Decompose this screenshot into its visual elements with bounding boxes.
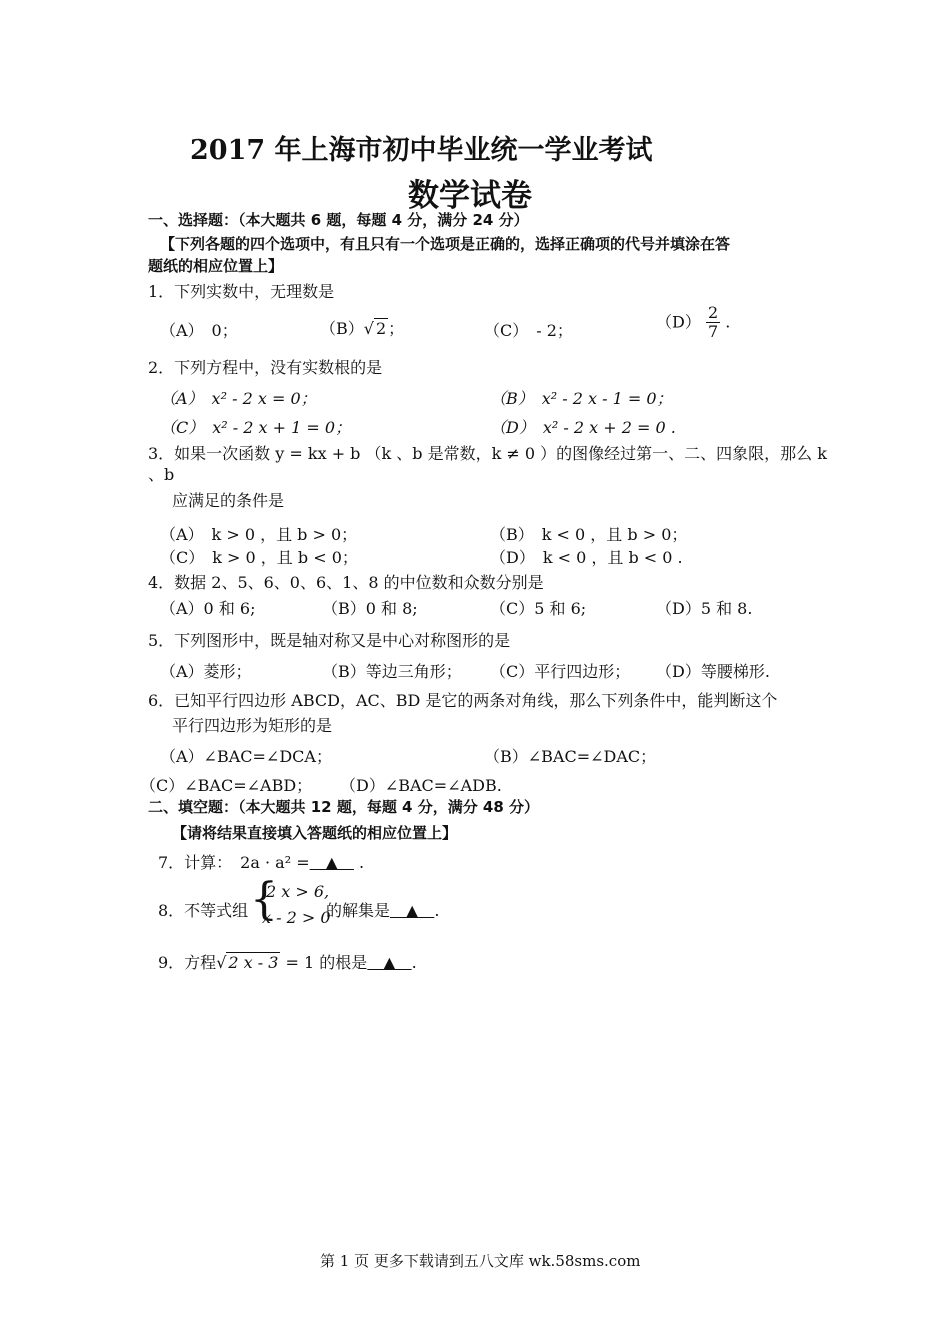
q3-option-d: （D） k < 0 ，且 b < 0 . <box>490 548 683 567</box>
q8-inequality-2: x - 2 > 0 <box>262 908 331 927</box>
q3-stem-line3: 应满足的条件是 <box>172 491 285 510</box>
q3-stem-line1: 3．如果一次函数 y = kx + b （k 、b 是常数，k ≠ 0 ）的图像经过第一、二、四象限，那么 k <box>148 444 827 463</box>
q4-option-a: （A）0 和 6; <box>160 599 256 618</box>
q4-option-d: （D）5 和 8. <box>656 599 753 618</box>
page-footer: 第 1 页 更多下载请到五八文库 wk.58sms.com <box>320 1252 641 1270</box>
q7-line: 7．计算： 2a · a² = ▲ . <box>158 853 365 872</box>
exam-title: 2017 年上海市初中毕业统一学业考试 <box>190 135 653 166</box>
q2-option-a: （A） x² - 2 x = 0； <box>160 389 317 408</box>
q1-b-radicand: 2 <box>375 319 387 338</box>
section1-heading: 一、选择题：（本大题共 6 题，每题 4 分，满分 24 分） <box>148 211 529 229</box>
q6-stem-line2: 平行四边形为矩形的是 <box>172 716 333 735</box>
q3-option-b: （B） k < 0 ，且 b > 0； <box>490 525 688 544</box>
q5-option-d: （D）等腰梯形. <box>656 662 770 681</box>
q5-option-b: （B）等边三角形； <box>322 662 462 681</box>
q8-answer-blank: ▲ <box>390 901 435 920</box>
q8-prefix: 8．不等式组 <box>158 901 249 920</box>
q6-option-d: （D）∠BAC=∠ADB. <box>340 776 502 795</box>
q8-inequality-1: 2 x > 6, <box>266 882 330 901</box>
q7-answer-blank: ▲ <box>309 853 354 872</box>
q9-radicand: 2 x - 3 <box>228 953 279 972</box>
q6-option-c: （C）∠BAC=∠ABD； <box>140 776 313 795</box>
q4-stem: 4．数据 2、5、6、0、6、1、8 的中位数和众数分别是 <box>148 573 544 592</box>
section2-instruction: 【请将结果直接填入答题纸的相应位置上】 <box>172 824 458 842</box>
q5-option-c: （C）平行四边形； <box>490 662 631 681</box>
q7-prefix: 7．计算： 2a · a² = <box>158 853 310 872</box>
q3-stem-line2: 、b <box>148 465 175 484</box>
q4-option-c: （C）5 和 6; <box>490 599 587 618</box>
exam-subtitle: 数学试卷 <box>408 178 532 214</box>
q6-option-a: （A）∠BAC=∠DCA； <box>160 747 332 766</box>
q6-stem-line1: 6．已知平行四边形 ABCD，AC、BD 是它的两条对角线，那么下列条件中，能判断这个 <box>148 691 778 710</box>
q8-tail: 的解集是 ▲ . <box>326 901 440 920</box>
q2-stem: 2．下列方程中，没有实数根的是 <box>148 358 383 377</box>
q2-option-d: （D） x² - 2 x + 2 = 0 . <box>490 418 676 437</box>
q6-option-b: （B）∠BAC=∠DAC； <box>484 747 657 766</box>
q1-stem: 1．下列实数中，无理数是 <box>148 282 335 301</box>
q5-stem: 5．下列图形中，既是轴对称又是中心对称图形的是 <box>148 631 511 650</box>
q2-option-c: （C） x² - 2 x + 1 = 0； <box>160 418 352 437</box>
section1-instruction-line2: 题纸的相应位置上】 <box>148 257 284 275</box>
q1-option-c: （C） - 2； <box>484 321 573 340</box>
q9-answer-blank: ▲ <box>367 953 412 972</box>
q8-brace: { <box>250 874 278 925</box>
q3-option-c: （C） k > 0 ，且 b < 0； <box>160 548 358 567</box>
q1-d-fraction: $\frac{2}{7}$ <box>707 303 719 342</box>
section1-instruction-line1: 【下列各题的四个选项中，有且只有一个选项是正确的，选择正确项的代号并填涂在答 <box>160 235 731 253</box>
q3-option-a: （A） k > 0 ，且 b > 0； <box>160 525 358 544</box>
q4-option-b: （B）0 和 8; <box>322 599 418 618</box>
q1-option-b: （B）√ 2 ； <box>320 319 405 338</box>
section2-heading: 二、填空题：（本大题共 12 题，每题 4 分，满分 48 分） <box>148 798 540 816</box>
q5-option-a: （A）菱形； <box>160 662 252 681</box>
q1-option-a: （A） 0； <box>160 321 238 340</box>
q1-option-d: （D） $\frac{2}{7}$ . <box>656 303 731 342</box>
q9-line: 9．方程√ 2 x - 3 = 1 的根是 ▲ . <box>158 953 417 972</box>
q2-option-b: （B） x² - 2 x - 1 = 0； <box>490 389 673 408</box>
